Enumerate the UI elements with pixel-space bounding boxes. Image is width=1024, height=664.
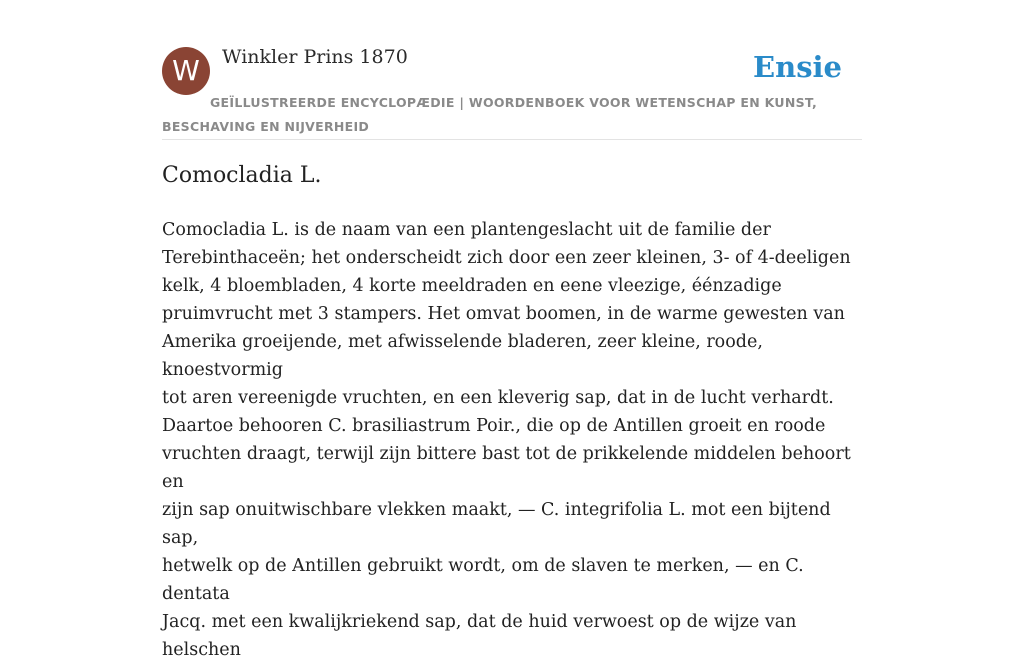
source-title-link[interactable]: Winkler Prins 1870 — [222, 46, 408, 68]
source-subtitle: GEÏLLUSTREERDE ENCYCLOPÆDIE | WOORDENBOEK VOOR WETENSCHAP EN KUNST, BESCHAVING EN NIJVERHEID — [162, 95, 818, 134]
avatar[interactable]: W — [162, 47, 210, 95]
article-line: Amerika groeijende, met afwisselende bladeren, zeer kleine, roode, knoestvormig — [162, 332, 763, 380]
ensie-logo-link[interactable]: Ensie — [753, 50, 842, 84]
article-line: vruchten draagt, terwijl zijn bittere bast tot de prikkelende middelen behoort en — [162, 444, 851, 492]
header — [162, 46, 862, 140]
article-line: Terebinthaceën; het onderscheidt zich door een zeer kleinen, 3- of 4-deeligen — [162, 248, 851, 268]
article-line: Comocladia L. is de naam van een plantengeslacht uit de familie der — [162, 220, 771, 240]
article-line: tot aren vereenigde vruchten, en een kleverig sap, dat in de lucht verhardt. — [162, 388, 834, 408]
article-line: zijn sap onuitwischbare vlekken maakt, — C. integrifolia L. mot een bijtend sap, — [162, 500, 831, 548]
article-line: pruimvrucht met 3 stampers. Het omvat boomen, in de warme gewesten van — [162, 304, 845, 324]
article-title: Comocladia L. — [162, 163, 322, 188]
article-line: hetwelk op de Antillen gebruikt wordt, om de slaven te merken, — en C. dentata — [162, 556, 804, 604]
article-line: kelk, 4 bloembladen, 4 korte meeldraden en eene vleezige, éénzadige — [162, 276, 782, 296]
article-line: Jacq. met een kwalijkriekend sap, dat de huid verwoest op de wijze van helschen — [162, 612, 797, 660]
article-line: Daartoe behooren C. brasiliastrum Poir., die op de Antillen groeit en roode — [162, 416, 826, 436]
article-body — [162, 216, 866, 664]
